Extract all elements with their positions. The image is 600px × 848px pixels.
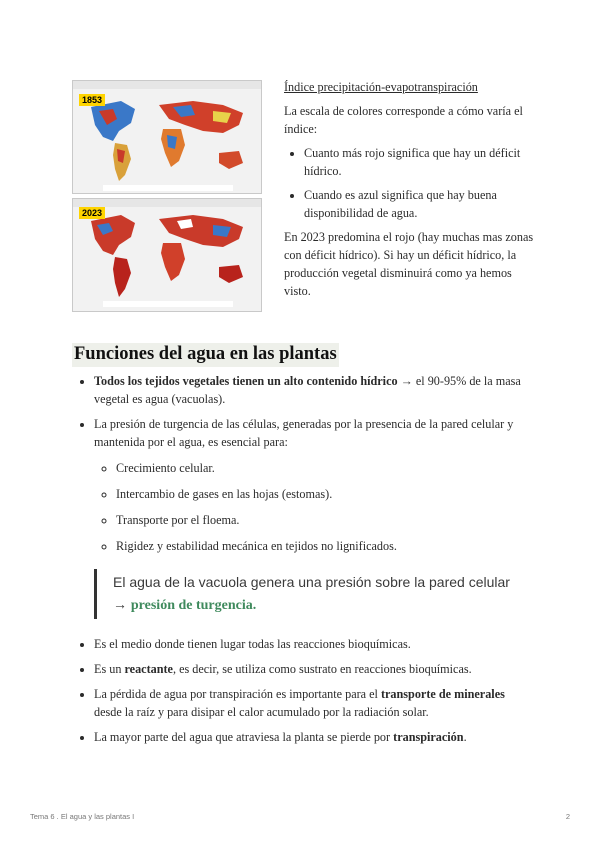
item-text: Es un (94, 662, 125, 676)
bold-text: transpiración (393, 730, 464, 744)
list-item (94, 660, 522, 678)
item-text: → el 90-95% de la masa vegetal es agua (vacuolas). (94, 374, 521, 406)
sub-list-item: ◦ Rigidez y estabilidad mecánica en tejidos no lignificados. (116, 537, 522, 555)
turgor-quote (94, 569, 522, 619)
bold-text: Todos los tejidos vegetales tienen un alto contenido hídrico (94, 374, 398, 388)
sub-list-item: ◦ Intercambio de gases en las hojas (estomas). (116, 485, 522, 503)
bold-text: reactante (124, 662, 173, 676)
section-title: Funciones del agua en las plantas (72, 343, 339, 367)
functions-content (72, 372, 522, 753)
list-item (94, 415, 522, 555)
caption-title: Índice precipitación-evapotranspiración (284, 80, 478, 94)
item-text: desde la raíz y para disipar el calor acumulado por la radiación solar. (94, 705, 429, 719)
turgor-sublist (94, 459, 522, 555)
page-number: 2 (565, 812, 570, 821)
spei-maps-figure (72, 80, 260, 310)
functions-list-continued (72, 635, 522, 746)
quote-text: El agua de la vacuola genera una presión sobre la pared celular → (113, 574, 510, 612)
year-label-2023: 2023 (79, 207, 105, 219)
caption-intro: La escala de colores corresponde a cómo varía el índice: (284, 104, 523, 136)
quote-highlight: presión de turgencia. (130, 598, 257, 613)
list-item (94, 372, 522, 408)
item-text: La pérdida de agua por transpiración es importante para el (94, 687, 381, 701)
footer-title: Tema 6 . El agua y las plantas I (30, 812, 135, 821)
sub-list-item: ◦ Transporte por el floema. (116, 511, 522, 529)
list-item: • Es el medio donde tienen lugar todas las reacciones bioquímicas. (94, 635, 522, 653)
list-item (94, 685, 522, 721)
map-caption (284, 78, 534, 306)
caption-bullet: • Cuando es azul significa que hay buena disponibilidad de agua. (304, 186, 534, 222)
year-label-1853: 1853 (79, 94, 105, 106)
spei-map-1853 (72, 80, 262, 194)
functions-list (72, 372, 522, 555)
world-map-2023-image (73, 207, 261, 311)
item-text: . (463, 730, 467, 744)
item-text: La presión de turgencia de las células, generadas por la presencia de la pared celular y mantenida por el agua, es esencial para: (94, 417, 514, 449)
bold-text: transporte de minerales (380, 687, 505, 701)
caption-bullet: • Cuanto más rojo significa que hay un déficit hídrico. (304, 144, 534, 180)
spei-map-2023 (72, 198, 262, 312)
caption-bullet-list (284, 144, 534, 222)
caption-conclusion: En 2023 predomina el rojo (hay muchas mas zonas con déficit hídrico). Si hay un déficit hídrico, la producción vegetal disminuirá como ya hemos visto. (284, 230, 534, 298)
sub-list-item: ◦ Crecimiento celular. (116, 459, 522, 477)
item-text: La mayor parte del agua que atraviesa la planta se pierde por (94, 730, 394, 744)
item-text: , es decir, se utiliza como sustrato en reacciones bioquímicas. (172, 662, 472, 676)
list-item (94, 728, 522, 746)
